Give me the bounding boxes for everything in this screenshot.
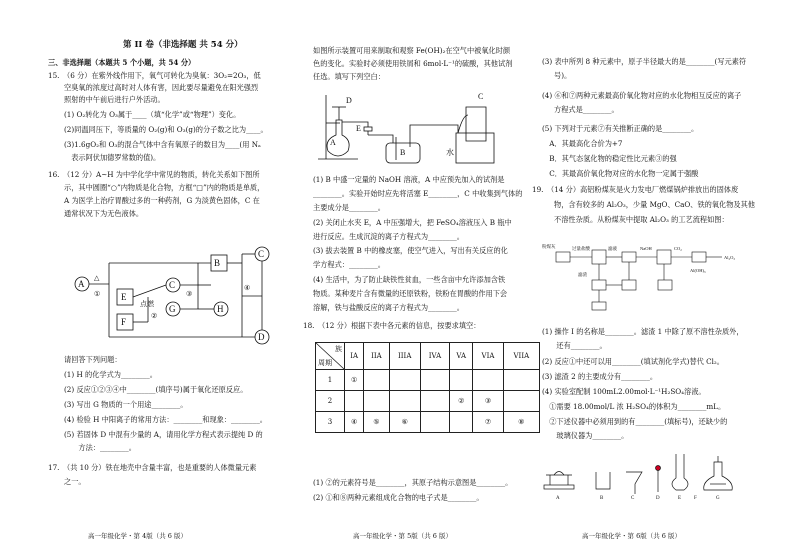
q18-line: B．其气态氢化物的稳定性比元素③的强: [542, 154, 677, 163]
flow-label-co2: CO₂: [674, 246, 682, 251]
node-C: C: [258, 249, 265, 259]
edge-2: ②: [151, 312, 158, 320]
group-header: IVA: [420, 343, 449, 370]
q15-line: 照射的中午前后进行户外活动。: [64, 95, 165, 104]
element-cell: [473, 370, 503, 391]
table-corner: [316, 343, 345, 370]
q19-line: (4) 实验室配制 100mL2.00mol·L⁻¹H₂SO₄溶液。: [542, 387, 706, 396]
q18-line: (3) 表中所列 8 种元素中，原子半径最大的是________(写元素符: [542, 57, 747, 66]
apparatus-label-E: E: [356, 124, 361, 133]
corner-group: 族: [335, 345, 342, 353]
q19-line: 物，含有较多的 Al₂O₃，少量 MgO、CaO、铁的氧化物及其他: [554, 200, 755, 209]
part-heading: 三、非选择题（本题共 5 个小题，共 54 分）: [48, 58, 196, 67]
node-E: E: [121, 292, 127, 302]
element-cell: [420, 391, 449, 412]
element-cell: ②: [450, 391, 473, 412]
q18-line: (1) ②的元素符号是________，其原子结构示意图是________。: [313, 478, 513, 487]
node-A: A: [78, 279, 85, 289]
element-cell: [420, 412, 449, 433]
periodic-table: [315, 342, 540, 433]
q16-line: (1) H 的化学式为________。: [64, 370, 157, 379]
group-header: VA: [450, 343, 473, 370]
page-footer: 高一年级化学・第 6版（共 6 版）: [582, 532, 681, 540]
edge-1: ①: [94, 290, 101, 298]
q18-line: A．其最高化合价为+7: [542, 139, 623, 148]
element-cell: [364, 370, 389, 391]
q17-line: 17. （共 10 分）铁在地壳中含量丰富，也是重要的人体微量元素: [48, 463, 257, 472]
q16-line: 示，其中圆圈“○”内物质是化合物，方框“□”内的物质是单质，: [64, 183, 265, 192]
q16-line: A 为医学上治疗胃酸过多的一种药剂，G 为淡黄色固体，C 在: [64, 196, 260, 205]
q17-line: (4) 生活中，为了防止缺铁性贫血，一些含亩中允许添加含铁: [313, 275, 506, 284]
table-row: [316, 370, 540, 391]
glassware-label-C: C: [631, 496, 635, 501]
q16-line: 请回答下列问题：: [64, 355, 122, 364]
element-cell: [450, 412, 473, 433]
flow-label-naoh: NaOH: [640, 246, 652, 251]
group-header: VIA: [473, 343, 503, 370]
q16-line: (2) 反应①②③④中________(填序号)属于氧化还原反应。: [64, 385, 248, 394]
element-cell: [450, 370, 473, 391]
flow-label-ash: 粉煤灰: [542, 244, 556, 249]
q18-line: (5) 下列对于元素⑦有关推断正确的是________。: [542, 124, 699, 133]
edge-3: ③: [186, 290, 193, 298]
element-cell: ⑦: [473, 412, 503, 433]
question-18: 18. （12 分）根据下表中各元素的信息，按要求填空：: [303, 321, 481, 330]
apparatus-label-A: A: [330, 138, 336, 147]
flow-label-residue: 滤渣: [578, 272, 587, 277]
q17-line: 物质。某种麦片含有微量的还原铁粉，铁粉在胃酸的作用下会: [313, 289, 508, 298]
q17-line: 进行反应。生成沉淀的离子方程式为________。: [313, 232, 464, 241]
column-2: [303, 0, 556, 553]
glassware-label-A: A: [556, 496, 560, 501]
q19-line: ②下述仪器中必须用到的有________(填标号)，还缺少的: [542, 417, 728, 426]
reaction-flow-diagram: [48, 238, 293, 348]
group-header: VIIA: [503, 343, 539, 370]
table-row: [316, 412, 540, 433]
flow-label-filtrate: 滤液: [608, 246, 617, 251]
flow-label-acid: 过量盐酸: [572, 246, 590, 251]
q17-line: (2) 关闭止水夹 E，A 中压强增大，把 FeSO₄溶液压入 B 瓶中: [313, 218, 512, 227]
page-footer: 高一年级化学・第 4版（共 6 版）: [88, 532, 187, 540]
apparatus-label-water: 水: [446, 148, 454, 157]
edge-heat: △: [94, 274, 100, 282]
q19-line: 19. （14 分）高铝粉煤灰是火力发电厂燃煤锅炉排放出的固体废: [532, 185, 739, 194]
q18-line: 方程式是________。: [554, 105, 619, 114]
group-header: IIIA: [389, 343, 420, 370]
node-G: G: [169, 304, 176, 314]
q17-line: 主要成分是________。: [313, 203, 385, 212]
glassware-label-G: G: [716, 496, 720, 501]
element-cell: [503, 370, 539, 391]
edge-ignite: 点燃: [140, 300, 154, 308]
column-3: [532, 0, 782, 553]
q18-line: 号)。: [554, 71, 572, 80]
apparatus-label-C: C: [478, 92, 484, 101]
element-cell: [345, 391, 364, 412]
period-cell: 2: [316, 391, 345, 412]
section-title: 第 II 卷（非选择题 共 54 分）: [123, 40, 243, 50]
node-F: F: [121, 317, 127, 327]
q19-line: 玻璃仪器为________。: [542, 431, 629, 440]
table-row: [316, 391, 540, 412]
period-cell: 3: [316, 412, 345, 433]
element-cell: ①: [345, 370, 364, 391]
q17-line: 如图所示装置可用来制取和观察 Fe(OH)₂在空气中被氧化时颜: [313, 46, 511, 55]
glassware-label-E: E: [678, 496, 682, 501]
q15-line: (3)1.6gO₂和 O₃的混合气体中含有氧原子的数目为____(用 Nₐ: [64, 140, 261, 149]
element-cell: [389, 391, 420, 412]
q16-line: (5) 若固体 D 中混有少量的 A，请用化学方程式表示提纯 D 的: [64, 430, 263, 439]
corner-period: 周期: [318, 359, 332, 367]
element-cell: ⑧: [503, 412, 539, 433]
flow-label-al2o3: Al₂O₃: [724, 255, 735, 260]
q15-line: 15. （6 分）在紫外线作用下，氧气可转化为臭氧：3O₂=2O₃，低: [48, 71, 261, 80]
apparatus-label-B: B: [400, 148, 406, 157]
element-cell: ⑥: [389, 412, 420, 433]
node-H: H: [217, 304, 224, 314]
element-cell: ③: [473, 391, 503, 412]
q18-line: (2) ①和⑧两种元素组成化合物的电子式是________。: [313, 493, 484, 502]
glassware-label-F: F: [694, 496, 697, 501]
q17-line: 之一。: [64, 477, 86, 486]
q16-line: (3) 写出 G 物质的一个用途________。: [64, 400, 188, 409]
element-cell: [389, 370, 420, 391]
column-1: [48, 0, 293, 553]
q18-line: (4) ⑥和⑦两种元素最高价氧化物对应的水化物相互反应的离子: [542, 91, 742, 100]
element-cell: [364, 391, 389, 412]
q17-line: 溶解，铁与盐酸反应的离子方程式为________。: [313, 303, 464, 312]
edge-4: ④: [244, 284, 251, 292]
q16-line: 通常状况下为无色液体。: [64, 209, 144, 218]
q16-line: (4) 检验 H 中阳离子的常用方法：________和现象：________。: [64, 415, 267, 424]
node-C-label: C: [169, 280, 176, 290]
q16-line: 16. （12 分）A~H 为中学化学中常见的物质，转化关系如下图所: [48, 170, 260, 179]
q19-line: 还有________。: [542, 341, 607, 350]
q15-line: 表示阿伏加德罗常数的值)。: [64, 153, 161, 162]
q19-line: (2) 反应①中还可以用________(填试剂化学式)替代 Cl₂。: [542, 357, 724, 366]
q17-line: (3) 拔去装置 B 中的橡皮塞，使空气进入，写出有关反应的化: [313, 246, 508, 255]
group-header: IIA: [364, 343, 389, 370]
element-cell: [420, 370, 449, 391]
glassware-label-B: B: [600, 496, 604, 501]
q17-line: 色的变化。实验时必须使用铁屑和 6mol·L⁻¹的硫酸，其他试剂: [313, 59, 513, 68]
element-cell: ④: [345, 412, 364, 433]
element-cell: [503, 391, 539, 412]
q17-line: ________。实验开始时应先将活塞 E________，C 中收集到气体的: [313, 189, 523, 198]
q16-line: 方法：________。: [64, 443, 136, 452]
glassware-label-D: D: [656, 496, 660, 501]
glassware-figure: [544, 442, 769, 502]
q19-line: (1) 操作 I 的名称是________。滤渣 1 中除了原不溶性杂质外，: [542, 327, 744, 336]
period-cell: 1: [316, 370, 345, 391]
page-footer: 高一年级化学・第 5版（共 6 版）: [353, 532, 452, 540]
q19-line: ①需要 18.00mol/L 浓 H₂SO₄的体积为________mL。: [542, 402, 726, 411]
process-flow-chart: [542, 232, 762, 322]
q15-line: 空臭氧的浓度过高时对人体有害，因此要尽量避免在阳光强烈: [64, 83, 259, 92]
q17-line: 任选。填写下列空白：: [313, 72, 385, 81]
q17-line: 学方程式：________。: [313, 260, 385, 269]
apparatus-label-D: D: [346, 96, 352, 105]
q15-line: (1) O₂转化为 O₃属于____（填“化学”或“物理”）变化。: [64, 110, 241, 119]
apparatus-figure: [318, 85, 508, 165]
q18-line: C．其最高价氧化物对应的水化物一定属于强酸: [542, 169, 699, 178]
node-D: D: [258, 332, 265, 342]
q17-line: (1) B 中盛一定量的 NaOH 溶液，A 中应预先加入的试剂是: [313, 175, 505, 184]
node-B: B: [214, 258, 221, 268]
flow-label-aloh3: Al(OH)₃: [690, 268, 706, 273]
q19-line: (3) 滤渣 2 的主要成分有________。: [542, 372, 658, 381]
q15-line: (2)同温同压下，等质量的 O₂(g)和 O₃(g)的分子数之比为____。: [64, 125, 268, 134]
element-cell: ⑤: [364, 412, 389, 433]
q19-line: 不溶性杂质。从粉煤灰中提取 Al₂O₃ 的工艺流程如图：: [554, 215, 729, 224]
group-header: IA: [345, 343, 364, 370]
